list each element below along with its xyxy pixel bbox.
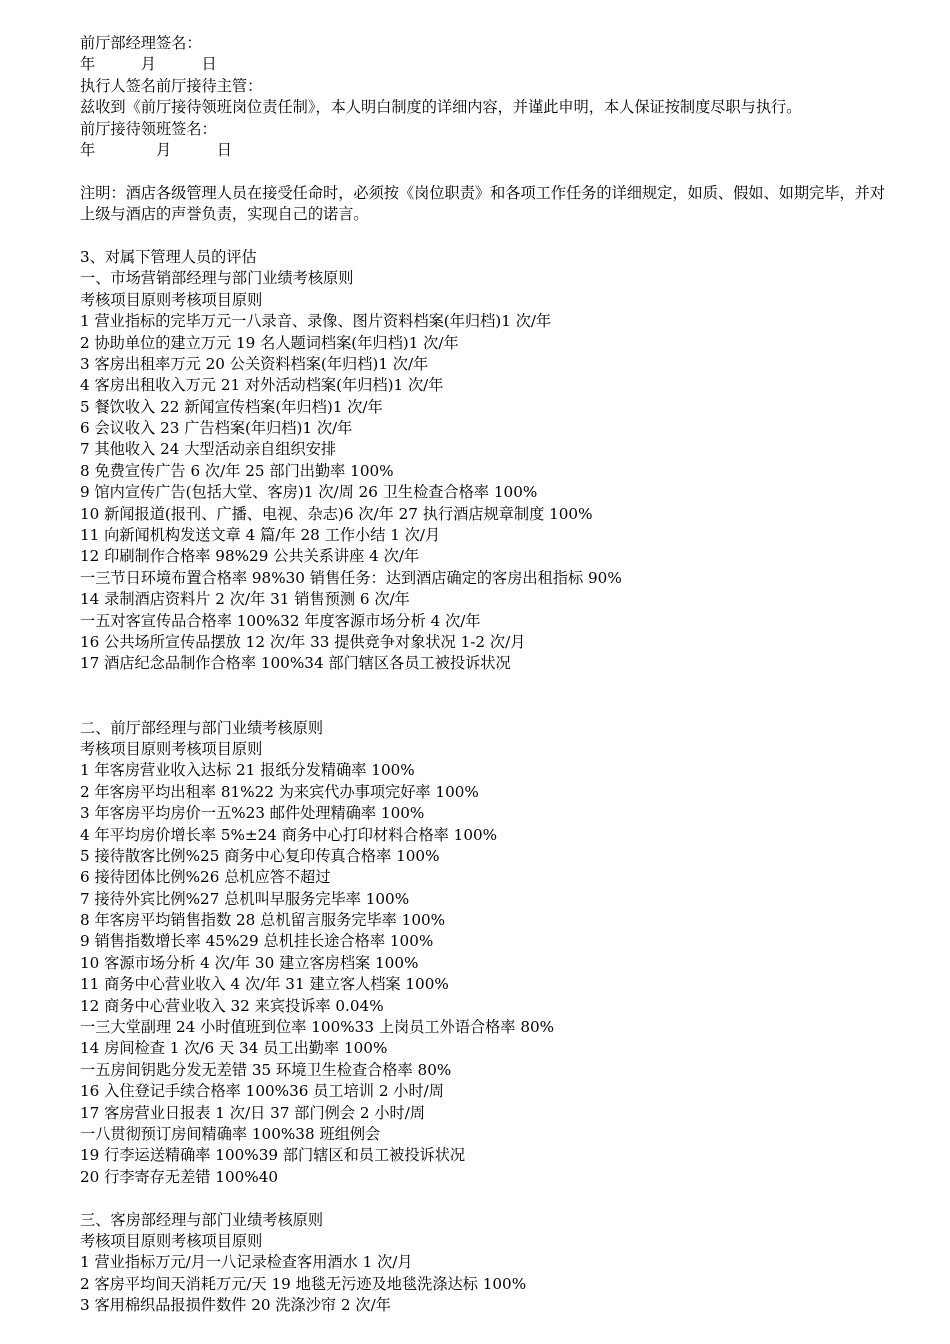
table-row: 1 年客房营业收入达标 21 报纸分发精确率 100% [80,761,415,780]
table-row: 12 商务中心营业收入 32 来宾投诉率 0.04% [80,996,384,1015]
table-row: 6 接待团体比例%26 总机应答不超过 [80,868,331,887]
section-heading: 3、对属下管理人员的评估 [80,247,257,266]
table-row: 19 行李运送精确率 100%39 部门辖区和员工被投诉状况 [80,1146,466,1165]
table-row: 8 年客房平均销售指数 28 总机留言服务完毕率 100% [80,911,446,930]
section-title: 二、前厅部经理与部门业绩考核原则 [80,718,323,737]
table-row: 一三节日环境布置合格率 98%30 销售任务：达到酒店确定的客房出租指标 90% [80,568,622,587]
table-row: 14 房间检查 1 次/6 天 34 员工出勤率 100% [80,1039,388,1058]
table-row: 一八贯彻预订房间精确率 100%38 班组例会 [80,1124,381,1143]
manager-signature-line: 前厅部经理签名： [80,34,202,52]
table-row: 9 销售指数增长率 45%29 总机挂长途合格率 100% [80,932,434,951]
table-row: 12 印刷制作合格率 98%29 公共关系讲座 4 次/年 [80,547,420,566]
table-header: 考核项目原则考核项目原则 [80,1231,263,1250]
table-row: 7 其他收入 24 大型活动亲自组织安排 [80,440,337,459]
date-line: 年 月 日 [80,55,217,74]
foreman-signature-line: 前厅接待领班签名： [80,119,217,138]
table-row: 4 年平均房价增长率 5%±24 商务中心打印材料合格率 100% [80,825,498,844]
table-row: 4 客房出租收入万元 21 对外活动档案(年归档)1 次/年 [80,376,444,395]
table-row: 9 馆内宣传广告(包括大堂、客房)1 次/周 26 卫生检查合格率 100% [80,483,538,502]
table-row: 8 免费宣传广告 6 次/年 25 部门出勤率 100% [80,461,394,480]
section-title: 三、客房部经理与部门业绩考核原则 [80,1210,323,1229]
table-row: 6 会议收入 23 广告档案(年归档)1 次/年 [80,419,353,438]
table-row: 3 年客房平均房价一五%23 邮件处理精确率 100% [80,804,425,823]
table-row: 17 酒店纪念品制作合格率 100%34 部门辖区各员工被投诉状况 [80,654,511,673]
table-row: 2 年客房平均出租率 81%22 为来宾代办事项完好率 100% [80,782,479,801]
table-row: 20 行李寄存无差错 100%40 [80,1167,279,1186]
table-row: 10 新闻报道(报刊、广播、电视、杂志)6 次/年 27 执行酒店规章制度 100% [80,504,593,523]
table-row: 5 餐饮收入 22 新闻宣传档案(年归档)1 次/年 [80,397,383,416]
table-row: 2 协助单位的建立万元 19 名人题词档案(年归档)1 次/年 [80,333,459,352]
housekeeping-section [80,1210,900,1317]
document-page [80,33,900,1317]
table-row: 14 录制酒店资料片 2 次/年 31 销售预测 6 次/年 [80,590,410,609]
table-row: 3 客房出租率万元 20 公关资料档案(年归档)1 次/年 [80,354,429,373]
table-row: 一三大堂副理 24 小时值班到位率 100%33 上岗员工外语合格率 80% [80,1018,555,1037]
acknowledgement-text: 兹收到《前厅接待领班岗位责任制》，本人明白制度的详细内容，并谨此申明，本人保证按制度尽职与执行。 [80,98,802,117]
table-row: 5 接待散客比例%25 商务中心复印传真合格率 100% [80,846,440,865]
table-row: 2 客房平均间天消耗万元/天 19 地毯无污迹及地毯洗涤达标 100% [80,1274,527,1293]
section-title: 一、市场营销部经理与部门业绩考核原则 [80,269,354,288]
table-row: 11 商务中心营业收入 4 次/年 31 建立客人档案 100% [80,975,449,994]
note-paragraph: 注明：酒店各级管理人员在接受任命时，必须按《岗位职责》和各项工作任务的详细规定，如质、假如、如期完毕，并对上级与酒店的声誉负责，实现自己的诺言。 [80,183,885,224]
table-row: 1 营业指标的完毕万元一八录音、录像、图片资料档案(年归档)1 次/年 [80,312,552,331]
marketing-section [80,268,900,674]
table-row: 一五房间钥匙分发无差错 35 环境卫生检查合格率 80% [80,1060,452,1079]
table-row: 16 公共场所宣传品摆放 12 次/年 33 提供竞争对象状况 1-2 次/月 [80,632,526,651]
table-row: 1 营业指标万元/月一八记录检查客用酒水 1 次/月 [80,1253,413,1272]
table-header: 考核项目原则考核项目原则 [80,739,263,758]
table-row: 3 客用棉织品报损件数件 20 洗涤沙帘 2 次/年 [80,1296,391,1315]
front-office-section [80,718,900,1189]
table-row: 7 接待外宾比例%27 总机叫早服务完毕率 100% [80,889,410,908]
executor-signature-line: 执行人签名前厅接待主管： [80,76,263,95]
table-row: 16 入住登记手续合格率 100%36 员工培训 2 小时/周 [80,1082,444,1101]
table-row: 一五对客宣传品合格率 100%32 年度客源市场分析 4 次/年 [80,611,481,630]
table-row: 17 客房营业日报表 1 次/日 37 部门例会 2 小时/周 [80,1103,426,1122]
table-row: 10 客源市场分析 4 次/年 30 建立客房档案 100% [80,953,419,972]
signature-block [80,33,900,161]
table-header: 考核项目原则考核项目原则 [80,290,263,309]
table-row: 11 向新闻机构发送文章 4 篇/年 28 工作小结 1 次/月 [80,526,441,545]
date-line: 年 月 日 [80,140,232,159]
